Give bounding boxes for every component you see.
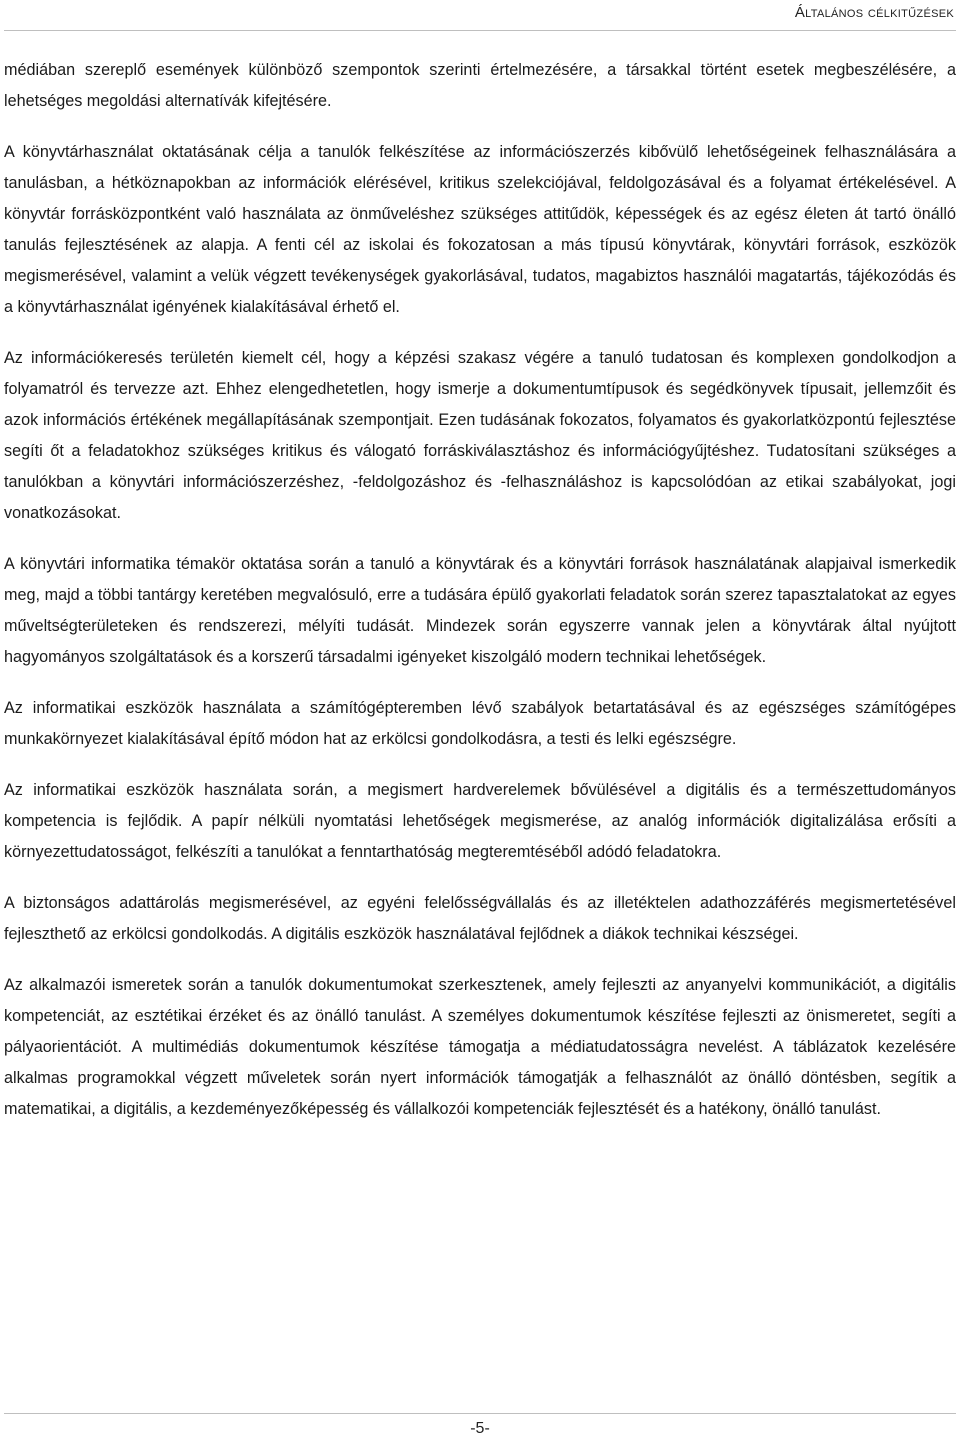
paragraph-library-informatics: A könyvtári informatika témakör oktatása során a tanuló a könyvtárak és a könyvtári források használatának alapjaival ismerkedik meg, majd a többi tantárgy keretében megvalósuló, erre a tudására épülő gyakorlati feladatok során szerez tapasztalatokat az egyes műveltségterületeken és rendszerezi, mélyíti tudását. Mindezek során egyszerre vannak jelen a könyvtárak által nyújtott hagyományos szolgáltatások és a korszerű társadalmi igényeket kiszolgáló modern technikai lehetőségek. — [4, 555, 956, 666]
header-divider — [4, 30, 956, 31]
paragraph-media-continuation: médiában szereplő események különböző szempontok szerinti értelmezésére, a társakkal történt esetek megbeszélésére, a lehetséges megoldási alternatívák kifejtésére. — [4, 61, 956, 110]
paragraph-application-skills: Az alkalmazói ismeretek során a tanulók dokumentumokat szerkesztenek, amely fejleszti az anyanyelvi kommunikációt, a digitális kompetenciát, az esztétikai érzéket és az önálló tanulást. A személyes dokumentumok készítése fejleszti az önismeretet, segíti a pályaorientációt. A multimédiás dokumentumok készítése támogatja a médiatudatosságra nevelést. A táblázatok kezelésére alkalmas programokkal végzett műveletek során nyert információk támogatják a felhasználót az önálló döntésben, segítik a matematikai, a digitális, a kezdeményezőképesség és vállalkozói kompetenciák fejlesztését és a hatékony, önálló tanulást. — [4, 976, 956, 1118]
paragraph-information-search: Az információkeresés területén kiemelt cél, hogy a képzési szakasz végére a tanuló tudatosan és komplexen gondolkodjon a folyamatról és tervezze azt. Ehhez elengedhetetlen, hogy ismerje a dokumentumtípusok és segédkönyvek típusait, jellemzőit és azok információs értékének megállapításának szempontjait. Ezen tudásának fokozatos, folyamatos és gyakorlatközpontú fejlesztése segíti őt a feladatokhoz szükséges kritikus és válogató forráskiválasztáshoz és információgyűjtéshez. Tudatosítani szükséges a tanulókban a könyvtári információszerzéshez, -feldolgozáshoz és -felhasználáshoz is kapcsolódóan az etikai szabályokat, jogi vonatkozásokat. — [4, 349, 956, 522]
document-body — [4, 55, 956, 1145]
footer-divider — [4, 1413, 956, 1414]
page-number: -5- — [470, 1420, 490, 1437]
paragraph-computer-room-rules: Az informatikai eszközök használata a számítógépteremben lévő szabályok betartatásával és az egészséges számítógépes munkakörnyezet kialakításával építő módon hat az erkölcsi gondolkodásra, a testi és lelki egészségre. — [4, 699, 956, 748]
paragraph-library-usage-goal: A könyvtárhasználat oktatásának célja a tanulók felkészítése az információszerzés kibővülő lehetőségeinek felhasználására a tanulásban, a hétköznapokban az információk elérésével, kritikus szelekciójával, feldolgozásával és a folyamat értékelésével. A könyvtár forrásközpontként való használata az önműveléshez szükséges attitűdök, képességek és az egész életen át tartó önálló tanulás fejlesztésének az alapja. A fenti cél az iskolai és fokozatosan a más típusú könyvtárak, könyvtári források, eszközök megismerésével, valamint a velük végzett tevékenységek gyakorlásával, tudatos, magabiztos használói magatartás, tájékozódás és a könyvtárhasználat igényének kialakításával érhető el. — [4, 143, 956, 316]
running-header-title: Általános célkitűzések — [794, 4, 954, 21]
paragraph-data-security: A biztonságos adattárolás megismerésével, az egyéni felelősségvállalás és az illetéktelen adathozzáférés megismertetésével fejleszthető az erkölcsi gondolkodás. A digitális eszközök használatával fejlődnek a diákok technikai készségei. — [4, 894, 956, 943]
paragraph-hardware-competence: Az informatikai eszközök használata során, a megismert hardverelemek bővülésével a digitális és a természettudományos kompetencia is fejlődik. A papír nélküli nyomtatási lehetőségek megismerése, az analóg információk digitalizálása erősíti a környezettudatosságot, felkészíti a tanulókat a fenntarthatóság megteremtéséből adódó feladatokra. — [4, 781, 956, 861]
